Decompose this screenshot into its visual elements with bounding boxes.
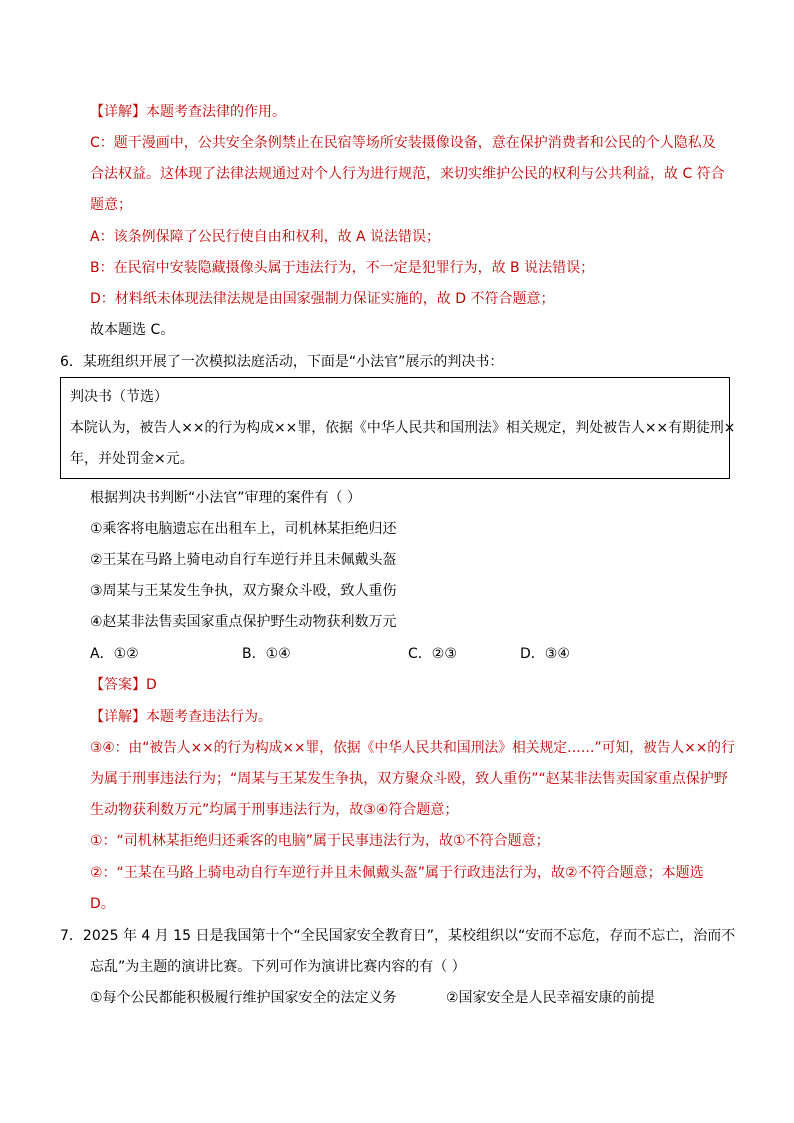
explain5-heading: 【详解】本题考查法律的作用。 <box>90 104 286 120</box>
q6-explain-heading: 【详解】本题考查违法行为。 <box>90 709 272 725</box>
q6-explain-line-6: D。 <box>90 896 115 912</box>
q6-option-d: D．③④ <box>520 646 570 662</box>
q6-explain-line-5: ②：“王某在马路上骑电动自行车逆行并且未佩戴头盔”属于行政违法行为，故②不符合题意；本题选 <box>90 865 704 881</box>
explain5-line-4: A：该条例保障了公民行使自由和权利，故 A 说法错误； <box>90 229 441 245</box>
explain5-conclusion: 故本题选 C。 <box>90 322 175 338</box>
q6-explain-line-1: ③④：由“被告人××的行为构成××罪，依据《中华人民共和国刑法》相关规定……”可知，被告人××的行 <box>90 740 735 756</box>
q6-option-b: B．①④ <box>242 646 291 662</box>
explain5-line-6: D：材料纸未体现法律法规是由国家强制力保证实施的，故 D 不符合题意； <box>90 291 555 307</box>
q7-item-1: ①每个公民都能积极履行维护国家安全的法定义务 <box>90 990 397 1006</box>
q7-stem-line-2: 忘乱”为主题的演讲比赛。下列可作为演讲比赛内容的有（ ） <box>90 959 466 975</box>
q7-item-2: ②国家安全是人民幸福安康的前提 <box>446 990 655 1006</box>
q6-item-2: ②王某在马路上骑电动自行车逆行并且未佩戴头盔 <box>90 552 397 568</box>
q6-option-a: A．①② <box>90 646 139 662</box>
q6-question: 根据判决书判断“小法官”审理的案件有（ ） <box>90 490 361 506</box>
q6-explain-line-4: ①：“司机林某拒绝归还乘客的电脑”属于民事违法行为，故①不符合题意； <box>90 833 550 849</box>
explain5-line-1: C：题干漫画中，公共安全条例禁止在民宿等场所安装摄像设备，意在保护消费者和公民的个人隐私及 <box>90 135 716 151</box>
q6-item-4: ④赵某非法售卖国家重点保护野生动物获利数万元 <box>90 614 397 630</box>
q7-stem-line-1: 7．2025 年 4 月 15 日是我国第十个“全民国家安全教育日”，某校组织以“安而不忘危，存而不忘亡，治而不 <box>60 928 736 944</box>
q6-item-1: ①乘客将电脑遗忘在出租车上，司机林某拒绝归还 <box>90 521 397 537</box>
q6-stem: 6．某班组织开展了一次模拟法庭活动，下面是“小法官”展示的判决书： <box>60 354 504 370</box>
explain5-line-5: B：在民宿中安装隐藏摄像头属于违法行为，不一定是犯罪行为，故 B 说法错误； <box>90 260 595 276</box>
q6-answer: 【答案】D <box>90 677 157 693</box>
q6-option-c: C．②③ <box>408 646 457 662</box>
verdict-title: 判决书（节选） <box>70 389 168 405</box>
verdict-line-2: 年，并处罚金×元。 <box>70 451 194 467</box>
q6-item-3: ③周某与王某发生争执，双方聚众斗殴，致人重伤 <box>90 583 397 599</box>
verdict-line-1: 本院认为，被告人××的行为构成××罪，依据《中华人民共和国刑法》相关规定，判处被告人××有期徒刑× <box>70 420 736 436</box>
explain5-line-2: 合法权益。这体现了法律法规通过对个人行为进行规范，来切实维护公民的权利与公共利益，故 C 符合 <box>90 166 725 182</box>
q6-explain-line-2: 为属于刑事违法行为；“周某与王某发生争执，双方聚众斗殴，致人重伤”“赵某非法售卖国家重点保护野 <box>90 771 728 787</box>
q6-explain-line-3: 生动物获利数万元”均属于刑事违法行为，故③④符合题意； <box>90 802 459 818</box>
explain5-line-3: 题意； <box>90 197 132 213</box>
